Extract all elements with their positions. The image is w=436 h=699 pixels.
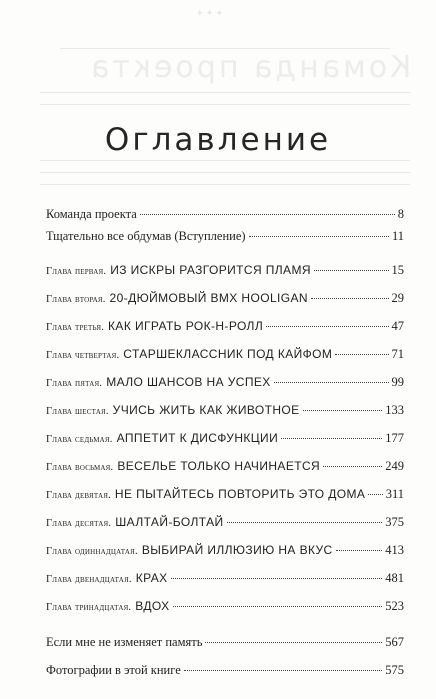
toc-entry-page: 47 — [391, 319, 404, 333]
chapter-number: Глава одиннадцатая. — [46, 546, 138, 557]
chapter-title: АППЕТИТ К ДИСФУНКЦИИ — [116, 431, 279, 445]
chapter-title: МАЛО ШАНСОВ НА УСПЕХ — [106, 375, 271, 389]
chapter-title: ШАЛТАЙ-БОЛТАЙ — [115, 515, 224, 529]
toc-entry-page: 413 — [385, 543, 404, 557]
toc-entry-page: 523 — [385, 599, 404, 613]
toc-entry-back[interactable] — [46, 634, 404, 650]
toc-entry-page: 311 — [385, 487, 404, 501]
toc-title: Оглавление — [104, 122, 332, 158]
chapter-number: Глава четвертая. — [46, 350, 120, 361]
toc-entry-back[interactable] — [46, 662, 404, 678]
toc-entry-page: 133 — [385, 403, 404, 417]
toc-entry-front[interactable] — [46, 228, 404, 244]
leader-dots — [281, 438, 382, 439]
toc-entry-page: 567 — [385, 635, 404, 649]
leader-dots — [173, 606, 383, 607]
toc-entry-page: 11 — [391, 229, 404, 243]
chapter-number: Глава двенадцатая. — [46, 574, 132, 585]
toc-entry-chapter[interactable] — [46, 318, 404, 336]
chapter-title: ВДОХ — [135, 599, 170, 613]
toc-entry-label: Тщательно все обдумав (Вступление) — [46, 229, 246, 243]
chapter-number: Глава шестая. — [46, 406, 109, 417]
chapter-number: Глава первая. — [46, 266, 107, 277]
toc-entry-chapter[interactable] — [46, 486, 404, 504]
toc-entry-label: Фотографии в этой книге — [46, 663, 181, 677]
chapter-title: 20-ДЮЙМОВЫЙ BMX HOOLIGAN — [109, 291, 308, 305]
leader-dots — [171, 578, 383, 579]
chapter-number: Глава девятая. — [46, 490, 111, 501]
leader-dots — [274, 382, 389, 383]
chapter-number: Глава вторая. — [46, 294, 106, 305]
toc-entry-chapter[interactable] — [46, 514, 404, 532]
chapter-number: Глава десятая. — [46, 518, 112, 529]
ghost-show-through-mark: ✦ ✦ ✦ — [196, 8, 224, 18]
ghost-line — [40, 184, 410, 185]
leader-dots — [336, 550, 383, 551]
chapter-number: Глава тринадцатая. — [46, 602, 132, 613]
leader-dots — [205, 642, 382, 643]
toc-entry-chapter[interactable] — [46, 542, 404, 560]
toc-entry-chapter[interactable] — [46, 570, 404, 588]
leader-dots — [303, 410, 383, 411]
leader-dots — [368, 494, 382, 495]
chapter-number: Глава восьмая. — [46, 462, 114, 473]
chapter-title: СТАРШЕКЛАССНИК ПОД КАЙФОМ — [123, 347, 333, 361]
ghost-line — [40, 92, 410, 93]
chapter-title: ВЫБИРАЙ ИЛЛЮЗИЮ НА ВКУС — [141, 543, 333, 557]
chapter-number: Глава третья. — [46, 322, 105, 333]
chapter-title: ВЕСЕЛЬЕ ТОЛЬКО НАЧИНАЕТСЯ — [117, 459, 321, 473]
toc-entry-page: 29 — [391, 291, 404, 305]
toc-entry-page: 71 — [391, 347, 404, 361]
toc-entry-page: 575 — [385, 663, 404, 677]
chapter-title: КАК ИГРАТЬ РОК-Н-РОЛЛ — [108, 319, 264, 333]
toc-entry-page: 8 — [397, 207, 404, 221]
toc-entry-chapter[interactable] — [46, 458, 404, 476]
leader-dots — [184, 670, 382, 671]
chapter-title: КРАХ — [135, 571, 168, 585]
ghost-show-through-heading: Команда проекта — [88, 50, 412, 85]
toc-entry-label: Команда проекта — [46, 207, 137, 221]
toc-entry-label: Если мне не изменяет память — [46, 635, 203, 649]
leader-dots — [227, 522, 383, 523]
chapter-title: УЧИСЬ ЖИТЬ КАК ЖИВОТНОЕ — [112, 403, 300, 417]
leader-dots — [335, 354, 388, 355]
toc-entry-page: 177 — [385, 431, 404, 445]
leader-dots — [140, 214, 395, 215]
toc-entry-chapter[interactable] — [46, 598, 404, 616]
chapter-title: НЕ ПЫТАЙТЕСЬ ПОВТОРИТЬ ЭТО ДОМА — [114, 487, 366, 501]
chapter-number: Глава пятая. — [46, 378, 103, 389]
leader-dots — [311, 298, 389, 299]
leader-dots — [266, 326, 388, 327]
chapter-title: ИЗ ИСКРЫ РАЗГОРИТСЯ ПЛАМЯ — [110, 263, 311, 277]
ghost-line — [40, 160, 410, 161]
toc-entry-page: 249 — [385, 459, 404, 473]
ghost-line — [60, 48, 390, 49]
ghost-line — [40, 172, 410, 173]
toc-entry-chapter[interactable] — [46, 290, 404, 308]
toc-entry-page: 99 — [391, 375, 404, 389]
toc-entry-front[interactable] — [46, 206, 404, 222]
leader-dots — [249, 236, 389, 237]
toc-entry-chapter[interactable] — [46, 402, 404, 420]
toc-entry-chapter[interactable] — [46, 262, 404, 280]
toc-entry-page: 15 — [391, 263, 404, 277]
toc-entry-page: 481 — [385, 571, 404, 585]
chapter-number: Глава седьмая. — [46, 434, 113, 445]
ghost-line — [40, 104, 410, 105]
toc-entry-chapter[interactable] — [46, 430, 404, 448]
toc-entry-page: 375 — [385, 515, 404, 529]
toc-entry-chapter[interactable] — [46, 346, 404, 364]
leader-dots — [323, 466, 382, 467]
toc-entry-chapter[interactable] — [46, 374, 404, 392]
leader-dots — [314, 270, 389, 271]
